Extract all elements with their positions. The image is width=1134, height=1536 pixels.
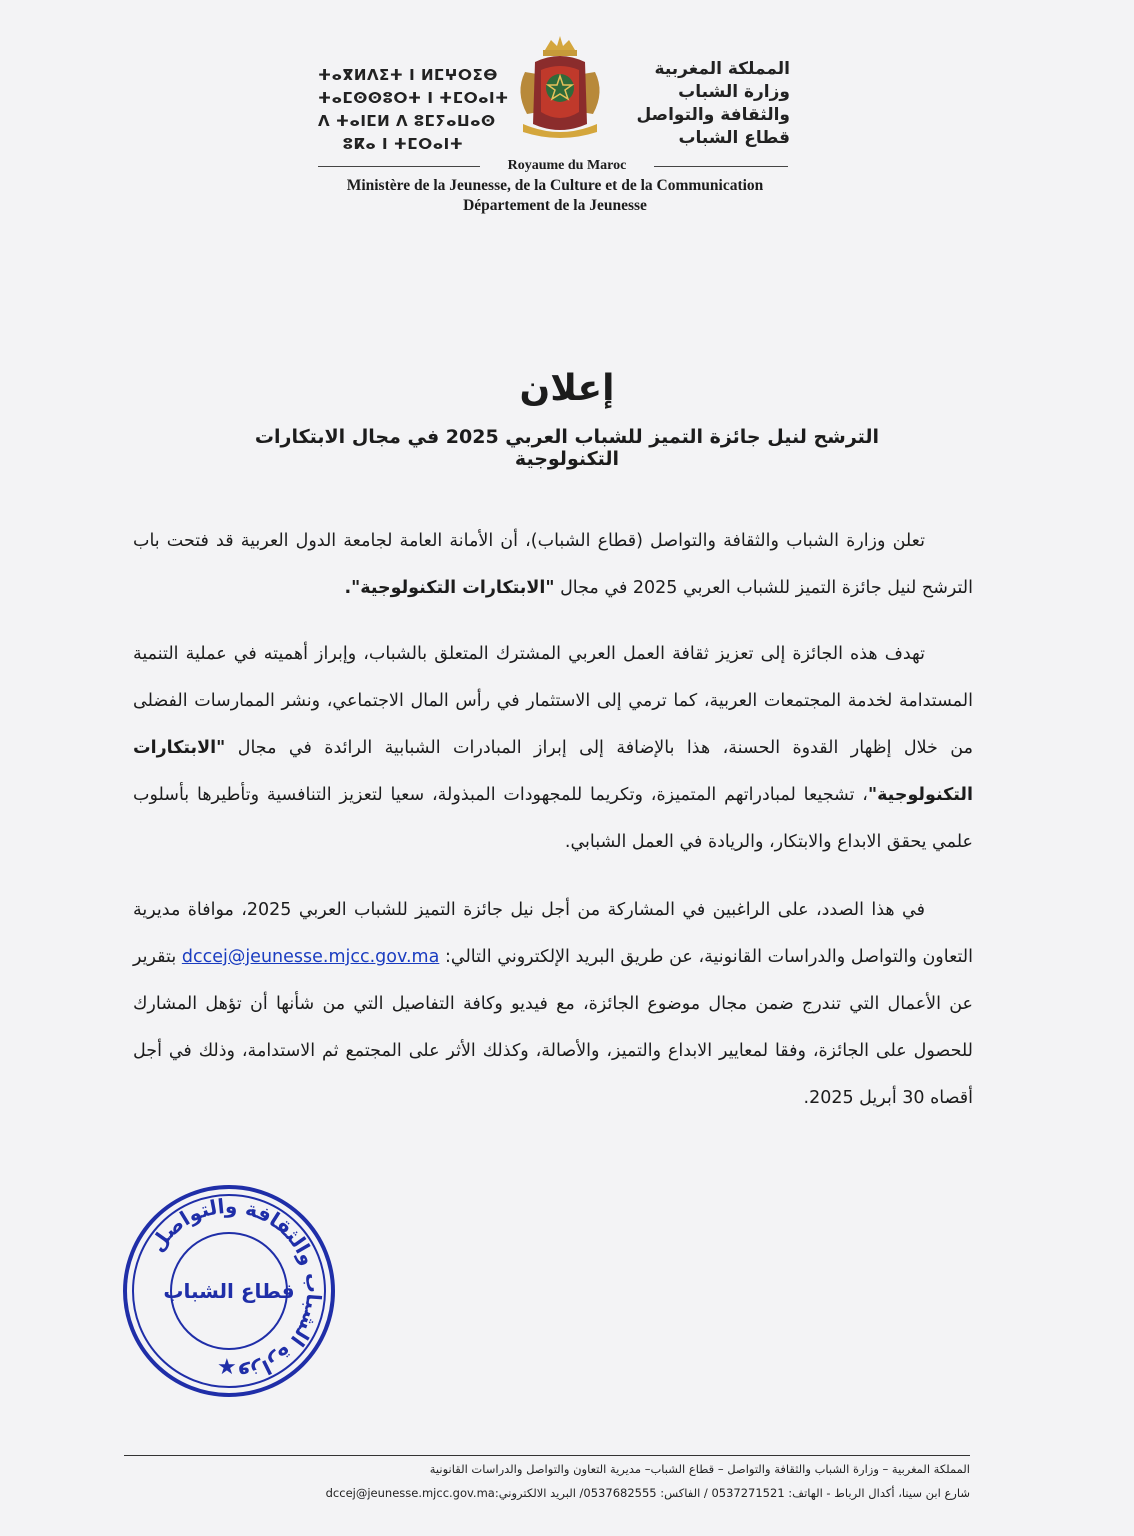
tifinagh-line: ⵜⴰⵎⵙⵙⵓⵔⵜ ⵏ ⵜⵎⵔⴰⵏⵜ <box>318 89 509 107</box>
footer-line-1: المملكة المغربية – وزارة الشباب والثقافة والتواصل – قطاع الشباب– مديرية التعاون والتواصل والدراسات القانونية <box>429 1462 970 1476</box>
royaume-label: Royaume du Maroc <box>507 158 627 173</box>
announcement-subtitle: الترشح لنيل جائزة التميز للشباب العربي 2025 في مجال الابتكارات التكنولوجية <box>254 426 880 470</box>
moroccan-coat-of-arms-icon <box>505 32 615 142</box>
header-divider-left <box>318 166 480 167</box>
email-link[interactable]: dccej@jeunesse.mjcc.gov.ma <box>181 947 440 967</box>
stamp-center-text: قطاع الشباب <box>163 1279 295 1303</box>
paragraph-1 <box>133 518 973 612</box>
stamp-ring-textpath: وزارة الشباب والثقافة والتواصل <box>144 1193 327 1388</box>
arabic-header-line: والثقافة والتواصل <box>636 105 790 125</box>
paragraph-3 <box>133 887 973 1122</box>
announcement-title: إعلان <box>519 368 615 409</box>
arabic-header-line: وزارة الشباب <box>678 82 790 102</box>
paragraph-2-text-b: ، تشجيعا لمبادراتهم المتميزة، وتكريما للمجهودات المبذولة، سعيا لتعزيز التنافسية وتأطيرها بأسلوب علمي يحقق الابداع والابتكار، والريادة في العمل الشبابي. <box>133 785 973 852</box>
paragraph-1-text: تعلن وزارة الشباب والثقافة والتواصل (قطاع الشباب)، أن الأمانة العامة لجامعة الدول العربية قد فتحت باب الترشح لنيل جائزة التميز للشباب العربي 2025 في مجال <box>133 531 973 598</box>
paragraph-2 <box>133 631 973 866</box>
footer-email[interactable]: dccej@jeunesse.mjcc.gov.ma <box>325 1486 495 1500</box>
tifinagh-line: ⴷ ⵜⴰⵏⵎⵍ ⴷ ⵓⵎⵢⴰⵡⴰⵙ <box>318 112 496 130</box>
arabic-header-line: قطاع الشباب <box>678 128 790 148</box>
tifinagh-line: ⵓⴽⴰ ⵏ ⵜⵎⵔⴰⵏⵜ <box>342 135 464 153</box>
footer-contact-text: شارع ابن سينا، أكدال الرباط - الهاتف: 0537271521 / الفاكس: 0537682555/ البريد الالكتروني: <box>494 1486 970 1500</box>
paragraph-2-text-a: تهدف هذه الجائزة إلى تعزيز ثقافة العمل العربي المشترك المتعلق بالشباب، وإبراز أهميته في عملية التنمية المستدامة لخدمة المجتمعات العربية، كما ترمي إلى الاستثمار في رأس المال الاجتماعي، ونشر الممارسات الفضلى من خلال إظهار القدوة الحسنة، هذا بالإضافة إلى إبراز المبادرات الشبابية الرائدة في مجال <box>133 644 973 758</box>
paragraph-3-text-a: في هذا الصدد، على الراغبين في المشاركة من أجل نيل جائزة التميز للشباب العربي 2025، موافاة مديرية التعاون والتواصل والدراسات القانونية، عن طريق البريد الإلكتروني التالي: <box>133 900 974 967</box>
arabic-header-line: المملكة المغربية <box>654 59 790 79</box>
department-name: Département de la Jeunesse <box>463 197 647 214</box>
announcement-body <box>133 518 973 1122</box>
paragraph-3-text-b: بتقرير عن الأعمال التي تندرج ضمن مجال موضوع الجائزة، مع فيديو وكافة التفاصيل التي من شأنها أن تؤهل المشارك للحصول على الجائزة، وفقا لمعايير الابداع والتميز، والأصالة، وكذلك الأثر على المجتمع ثم الاستدامة، وذلك في أجل أقصاه 30 أبريل 2025. <box>133 947 973 1108</box>
footer-line-2 <box>124 1486 970 1500</box>
paragraph-2-bold: "الابتكارات التكنولوجية" <box>133 738 973 805</box>
tifinagh-header <box>318 64 509 156</box>
ministry-name: Ministère de la Jeunesse, de la Culture et de la Communication <box>346 177 764 194</box>
header-divider-right <box>654 166 788 167</box>
footer-divider <box>124 1455 970 1456</box>
official-stamp <box>118 1180 340 1402</box>
tifinagh-line: ⵜⴰⴳⵍⴷⵉⵜ ⵏ ⵍⵎⵖⵔⵉⴱ <box>318 66 498 84</box>
stamp-star-icon: ★ <box>217 1355 237 1380</box>
paragraph-1-bold: "الابتكارات التكنولوجية". <box>344 578 555 598</box>
arabic-header <box>610 58 790 150</box>
